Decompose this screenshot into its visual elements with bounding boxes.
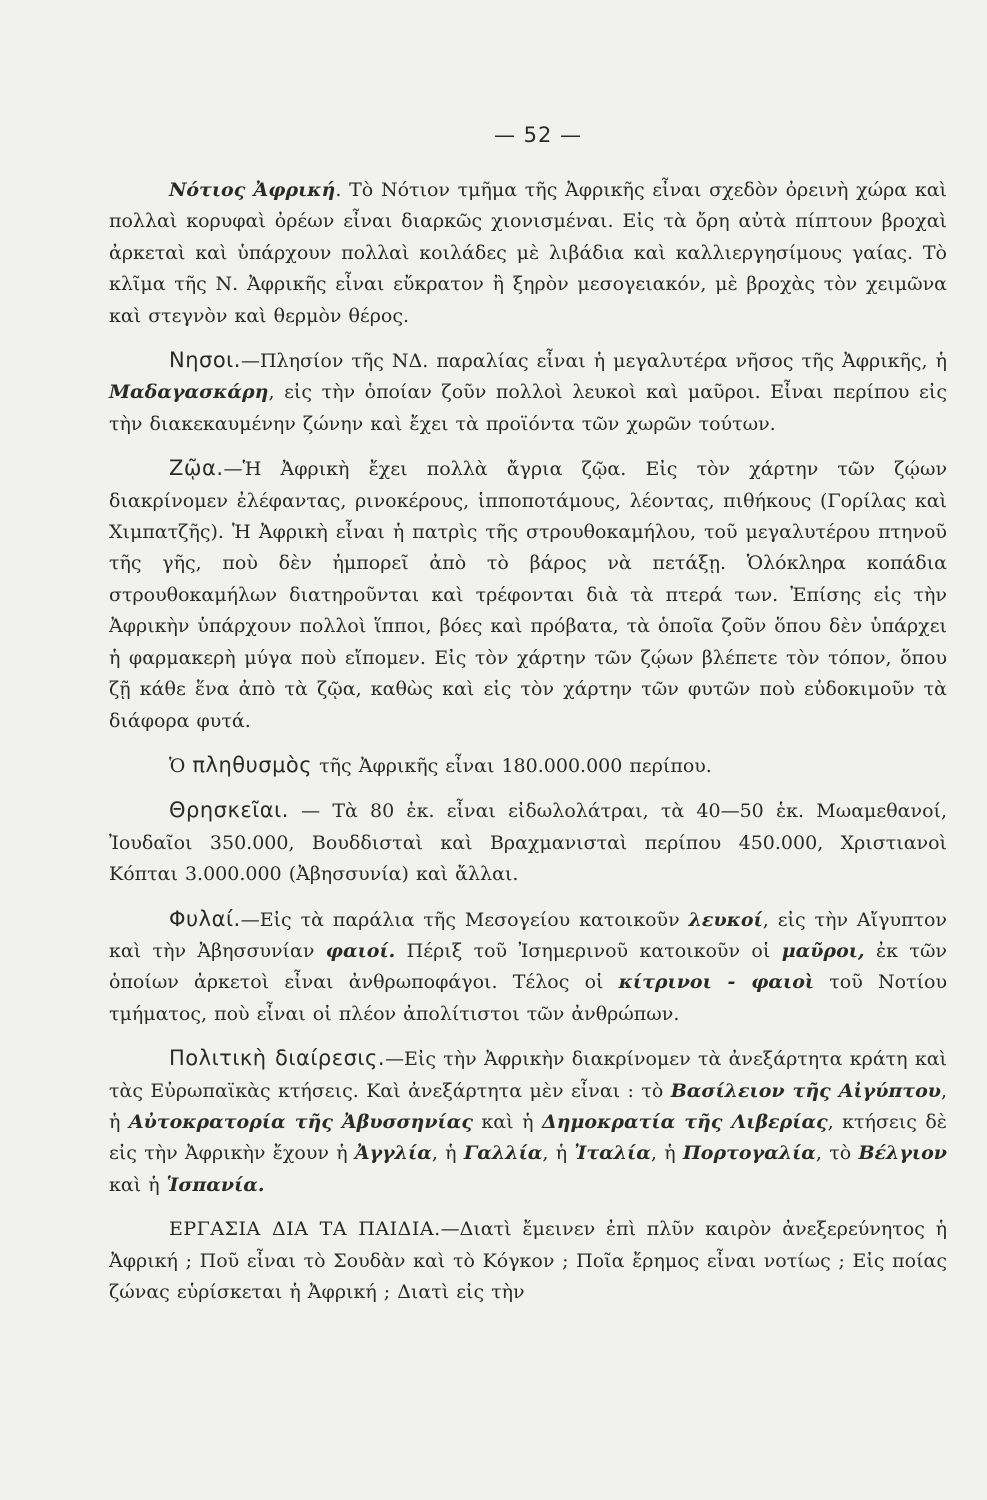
term-browns: φαιοί.	[325, 939, 396, 962]
term-yellow-browns: κίτρινοι - φαιοὶ	[618, 971, 815, 994]
text-islands-a: —Πλησίον τῆς ΝΔ. παραλίας εἶναι ἡ μεγαλυτέρα νῆσος τῆς Ἀφρικῆς, ἡ	[240, 350, 947, 373]
text-political-1: —Εἰς τὴν Ἀφρικὴν διακρίνομεν τὰ ἀνεξάρτητα κράτη καὶ τὰς Εὐρωπαϊκὰς κτήσεις. Καὶ ἀνεξάρτητα μὲν εἶναι : τὸ	[109, 1048, 947, 1102]
heading-animals: Ζῷα.	[169, 456, 224, 481]
heading-exercise: ΕΡΓΑΣΙΑ ΔΙΑ ΤΑ ΠΑΙΔΙΑ.	[169, 1218, 441, 1241]
text-races-1: —Εἰς τὰ παράλια τῆς Μεσογείου κατοικοῦν	[240, 908, 689, 931]
paragraph-exercise	[109, 1214, 947, 1308]
text-political-6: , ἡ	[542, 1142, 575, 1165]
name-france: Γαλλία	[463, 1142, 543, 1165]
name-liberia: Δημοκρατία τῆς Λιβερίας	[541, 1110, 828, 1133]
paragraph-population	[109, 750, 947, 782]
text-political-2: , ἡ	[109, 1079, 947, 1133]
text-races-4: ἐκ τῶν ὁποίων ἀρκετοὶ εἶναι ἀνθρωποφάγοι. Τέλος οἱ	[109, 939, 947, 994]
text-religions: — Τὰ 80 ἑκ. εἶναι εἰδωλολάτραι, τὰ 40—50 ἑκ. Μωαμεθανοί, Ἰουδαῖοι 350.000, Βουδδισταὶ καὶ Βραχμανισταὶ περίπου 450.000, Χριστιανοὶ Κόπται 3.000.000 (Ἀβησσυνία) καὶ ἄλλαι.	[109, 800, 947, 886]
paragraph-political	[109, 1043, 947, 1201]
name-belgium: Βέλγιον	[858, 1142, 947, 1165]
name-madagascar: Μαδαγασκάρη	[109, 381, 269, 404]
text-races-5: τοῦ Νοτίου τμήματος, ποὺ εἶναι οἱ πλέον ἀπολίτιστοι τῶν ἀνθρώπων.	[109, 971, 948, 1025]
name-portugal: Πορτογαλία	[682, 1142, 816, 1165]
text-political-4: , κτήσεις δὲ εἰς τὴν Ἀφρικὴν ἔχουν ἡ	[109, 1110, 947, 1165]
paragraph-races	[109, 904, 947, 1031]
name-italy: Ἰταλία	[574, 1142, 651, 1165]
name-spain: Ἱσπανία.	[166, 1173, 265, 1196]
name-egypt: Βασίλειον τῆς Αἰγύπτου	[670, 1079, 941, 1102]
text-races-2: , εἰς τὴν Αἴγυπτον καὶ τὴν Ἀβησσυνίαν	[109, 908, 947, 962]
name-england: Ἀγγλία	[354, 1142, 432, 1165]
heading-islands: Νησοι.	[169, 348, 241, 373]
heading-population: πληθυσμὸς	[192, 752, 313, 777]
text-political-8: , τὸ	[815, 1142, 859, 1165]
text-islands-b: , εἰς τὴν ὁποίαν ζοῦν πολλοὶ λευκοὶ καὶ μαῦροι. Εἶναι περίπου εἰς τὴν διακεκαυμένην ζώνην καὶ ἔχει τὰ προϊόντα τῶν χωρῶν τούτων.	[109, 381, 947, 435]
text-political-9: καὶ ἡ	[109, 1173, 167, 1196]
paragraph-religions	[109, 795, 947, 890]
name-abyssinia: Αὐτοκρατορία τῆς Ἀβυσσηνίας	[128, 1110, 473, 1133]
heading-races: Φυλαί.	[169, 906, 241, 931]
text-races-3: Πέριξ τοῦ Ἰσημερινοῦ κατοικοῦν οἱ	[395, 939, 782, 962]
heading-political: Πολιτικὴ διαίρεσις.	[169, 1046, 386, 1071]
page-number: — 52 —	[493, 123, 583, 147]
text-political-5: , ἡ	[431, 1142, 464, 1165]
text-animals: —Ἡ Ἀφρικὴ ἔχει πολλὰ ἄγρια ζῷα. Εἰς τὸν χάρτην τῶν ζῴων διακρίνομεν ἐλέφαντας, ρινοκέρους, ἱπποποτάμους, λέοντας, πιθήκους (Γορίλας καὶ Χιμπατζῆς). Ἡ Ἀφρικὴ εἶναι ἡ πατρὶς τῆς στρουθοκαμήλου, τοῦ μεγαλυτέρου πτηνοῦ τῆς γῆς, ποὺ δὲν ἠμπορεῖ ἀπὸ τὸ βάρος νὰ πετάξῃ. Ὁλόκληρα κοπάδια στρουθοκαμήλων διατηροῦνται καὶ τρέφονται διὰ τὰ πτερά των. Ἐπίσης εἰς τὴν Ἀφρικὴν ὑπάρχουν πολλοὶ ἵπποι, βόες καὶ πρόβατα, τὰ ὁποῖα ζοῦν ὅπου δὲν ὑπάρχει ἡ φαρμακερὴ μύγα ποὺ εἴπομεν. Εἰς τὸν χάρτην τῶν ζῴων βλέπετε τὸν τόπον, ὅπου ζῇ κάθε ἕνα ἀπὸ τὰ ζῷα, καθὼς καὶ εἰς τὸν χάρτην τῶν φυτῶν ποὺ εὐδοκιμοῦν τὰ διάφορα φυτά.	[109, 458, 947, 732]
text-exercise: —Διατὶ ἔμεινεν ἐπὶ πλῦν καιρὸν ἀνεξερεύνητος ἡ Ἀφρική ; Ποῦ εἶναι τὸ Σουδὰν καὶ τὸ Κόγκον ; Ποῖα ἔρημος εἶναι νοτίως ; Εἰς ποίας ζώνας εὑρίσκεται ἡ Ἀφρική ; Διατὶ εἰς τὴν	[109, 1218, 947, 1303]
paragraph-animals	[109, 453, 947, 737]
term-whites: λευκοί	[688, 908, 763, 931]
text-population-pre: Ὁ	[169, 754, 193, 777]
paragraph-southern-africa	[109, 175, 947, 332]
text-southern-africa: . Τὸ Νότιον τμῆμα τῆς Ἀφρικῆς εἶναι σχεδὸν ὀρεινὴ χώρα καὶ πολλαὶ κορυφαὶ ὀρέων εἶναι διαρκῶς χιονισμέναι. Εἰς τὰ ὄρη αὐτὰ πίπτουν βροχαὶ ἀρκεταὶ καὶ ὑπάρχουν πολλαὶ κοιλάδες μὲ λιβάδια καὶ καλλιεργησίμους γαίας. Τὸ κλῖμα τῆς Ν. Ἀφρικῆς εἶναι εὔκρατον ἢ ξηρὸν μεσογειακόν, μὲ βροχὰς τὸν χειμῶνα καὶ στεγνὸν καὶ θερμὸν θέρος.	[109, 179, 948, 327]
paragraph-islands	[109, 345, 947, 440]
text-population: τῆς Ἀφρικῆς εἶναι 180.000.000 περίπου.	[312, 754, 712, 777]
text-political-7: , ἡ	[650, 1142, 683, 1165]
heading-religions: Θρησκεῖαι.	[169, 798, 289, 823]
heading-southern-africa: Νότιος Ἀφρική	[169, 179, 336, 201]
term-blacks: μαῦροι,	[781, 939, 865, 962]
text-political-3: καὶ ἡ	[472, 1110, 542, 1133]
